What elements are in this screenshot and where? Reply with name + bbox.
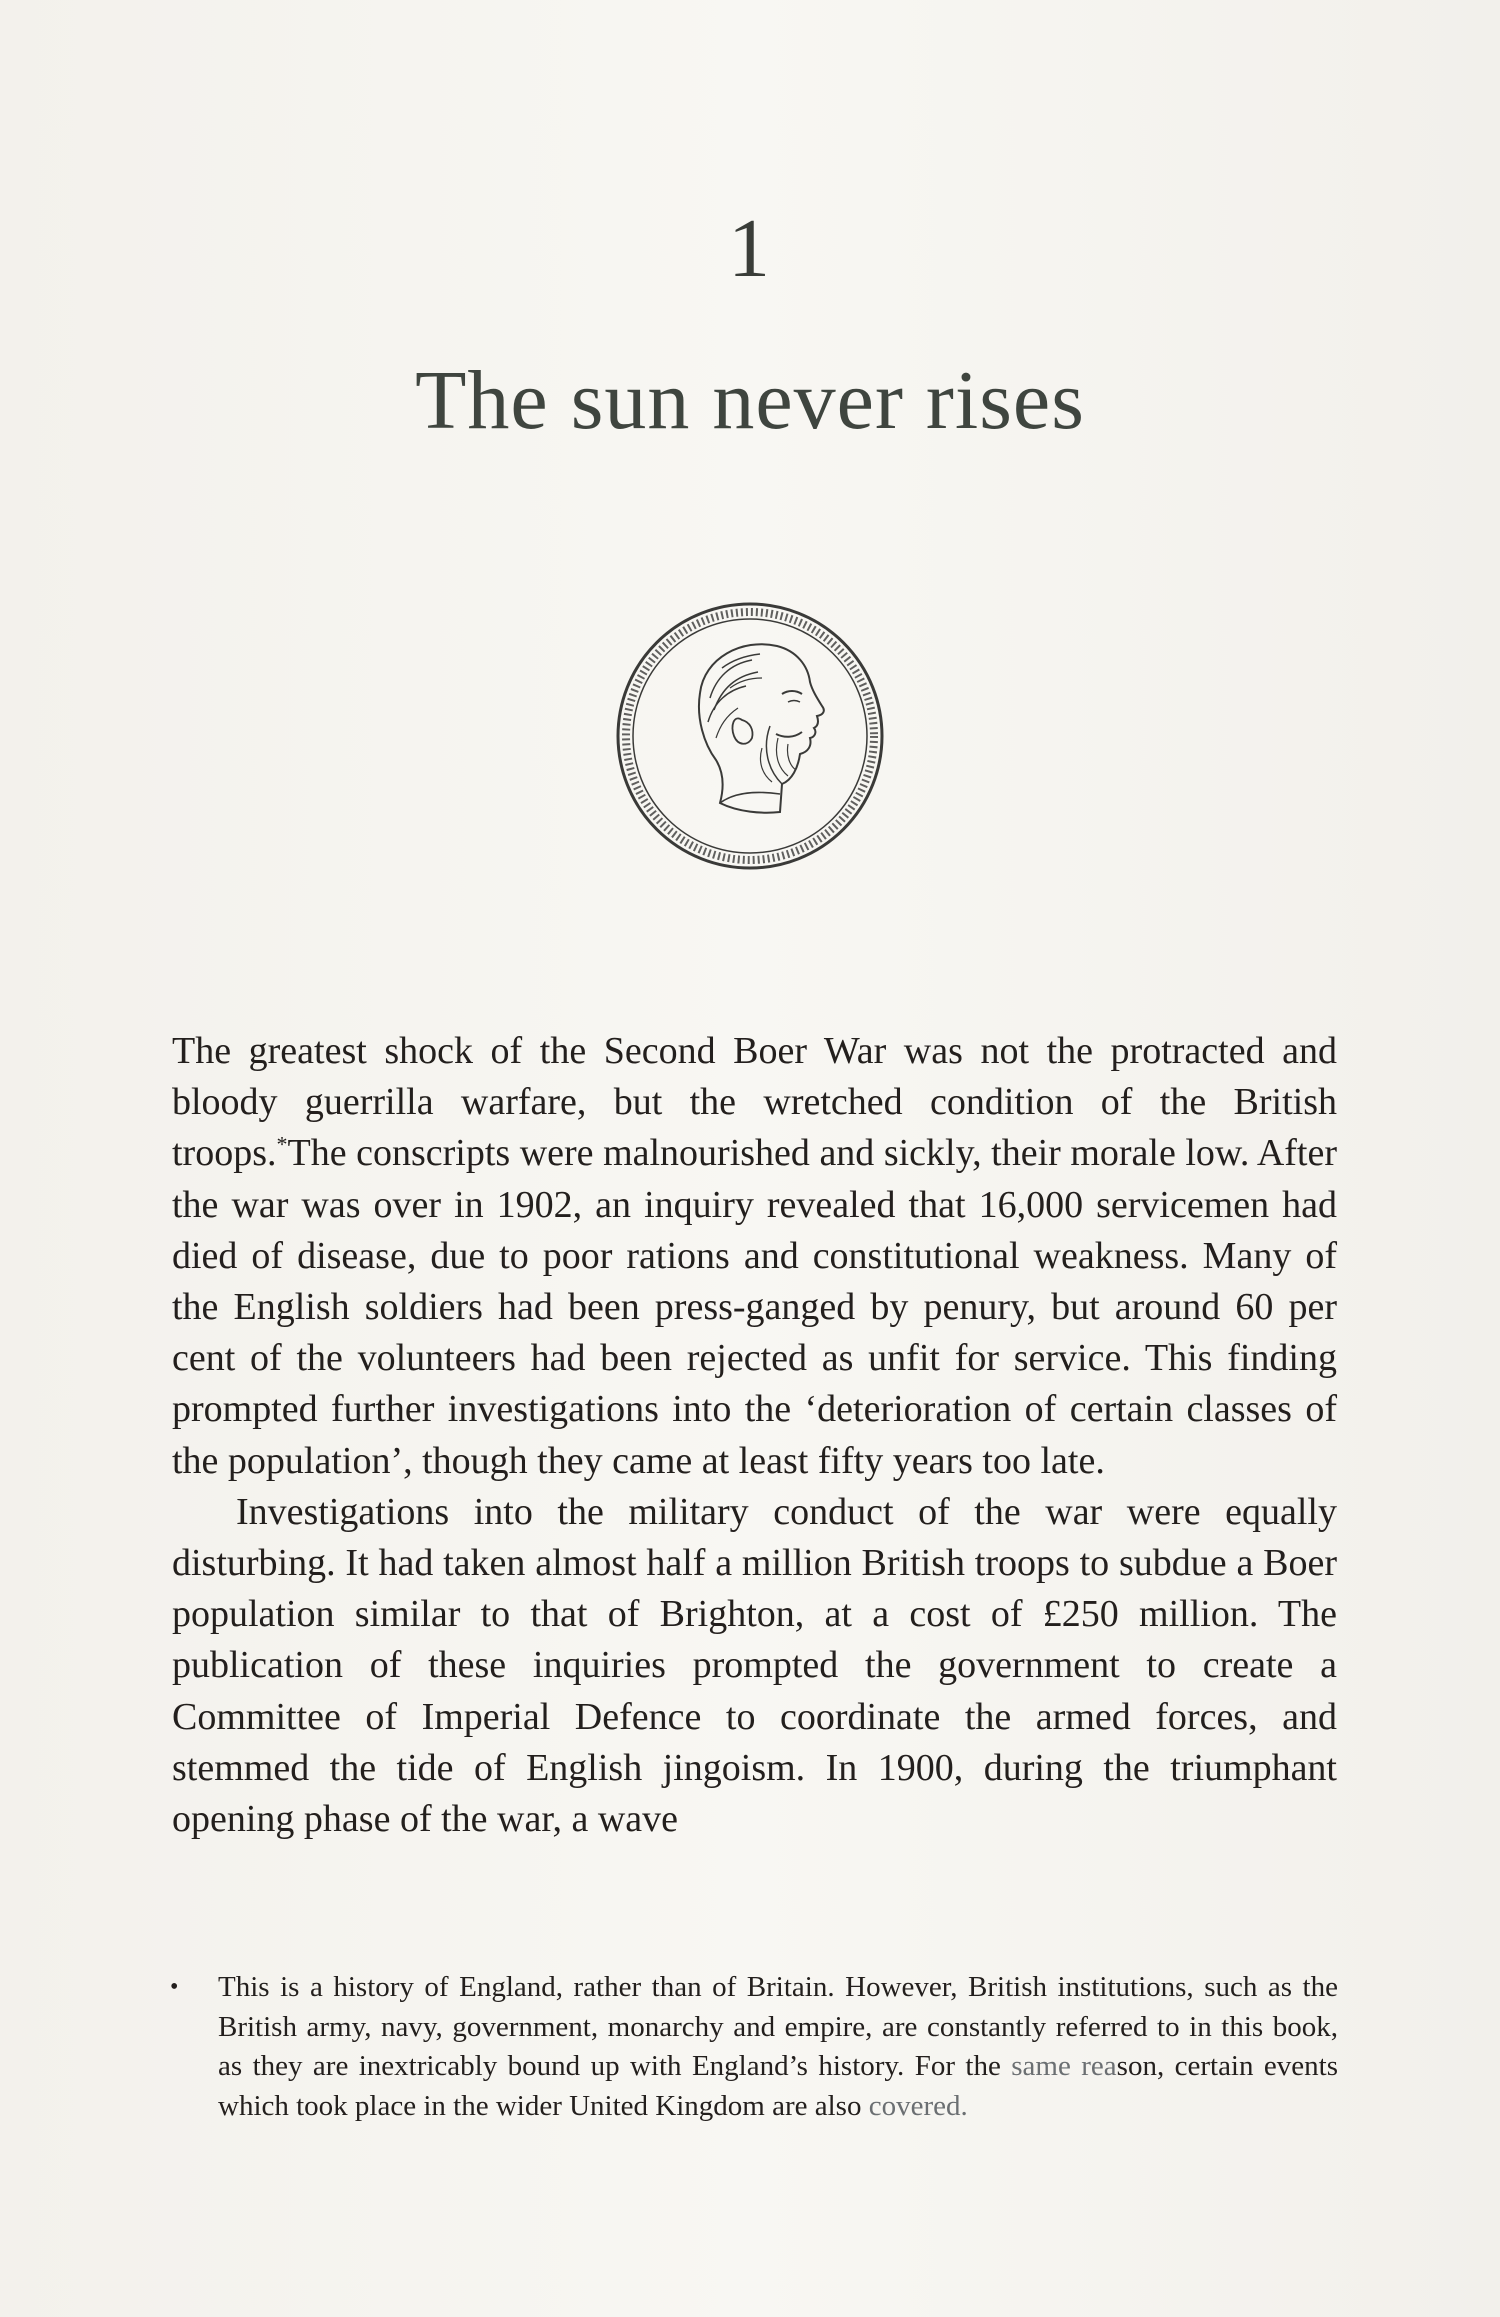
footnote-text-faded-1: same rea xyxy=(1011,2050,1117,2082)
footnote-text xyxy=(218,1968,1338,2126)
footnote xyxy=(170,1968,1338,2126)
paragraph-1-part-2: The conscripts were malnourished and sickly, their morale low. After the war was over in 1902, an inquiry revealed that 16,000 servicemen had died of disease, due to poor rations and constitutional weakness. Many of the English soldiers had been press-ganged by penury, but around 60 per cent of the volunteers had been rejected as unfit for service. This finding prompted further investigations into the ‘deterioration of certain classes of the population’, though they came at least fifty years too late. xyxy=(172,1132,1337,1482)
footnote-marker: • xyxy=(170,1974,179,2000)
body-text xyxy=(172,1026,1337,1845)
footnote-text-faded-2: covered. xyxy=(868,2089,968,2122)
chapter-number: 1 xyxy=(728,202,772,295)
footnote-text-part-2: son, certain events which took place in the wider United Kingdom are also xyxy=(218,2050,1338,2122)
royal-profile-medallion-icon xyxy=(612,598,888,874)
paragraph-2: Investigations into the military conduct of the war were equally disturbing. It had taken almost half a million British troops to subdue a Boer population similar to that of Brighton, at a cost of £250 million. The publication of these inquiries prompted the government to create a Committee of Imperial Defence to coordinate the armed forces, and stemmed the tide of English jingoism. In 1900, during the triumphant opening phase of the war, a wave xyxy=(172,1490,1337,1841)
paragraph-1-part-1: The greatest shock of the Second Boer War was not the protracted and bloody guerrilla warfare, but the wretched condition of the British troops. xyxy=(172,1030,1337,1175)
paragraph-1 xyxy=(172,1026,1337,1487)
footnote-reference[interactable]: * xyxy=(276,1131,288,1157)
chapter-title: The sun never rises xyxy=(415,354,1085,447)
footnote-text-part-1: This is a history of England, rather than of Britain. However, British institutions, such as the British army, navy, government, monarchy and empire, are constantly referred to in this book, as they are inextricably bound up with England’s history. For the xyxy=(218,1971,1338,2082)
